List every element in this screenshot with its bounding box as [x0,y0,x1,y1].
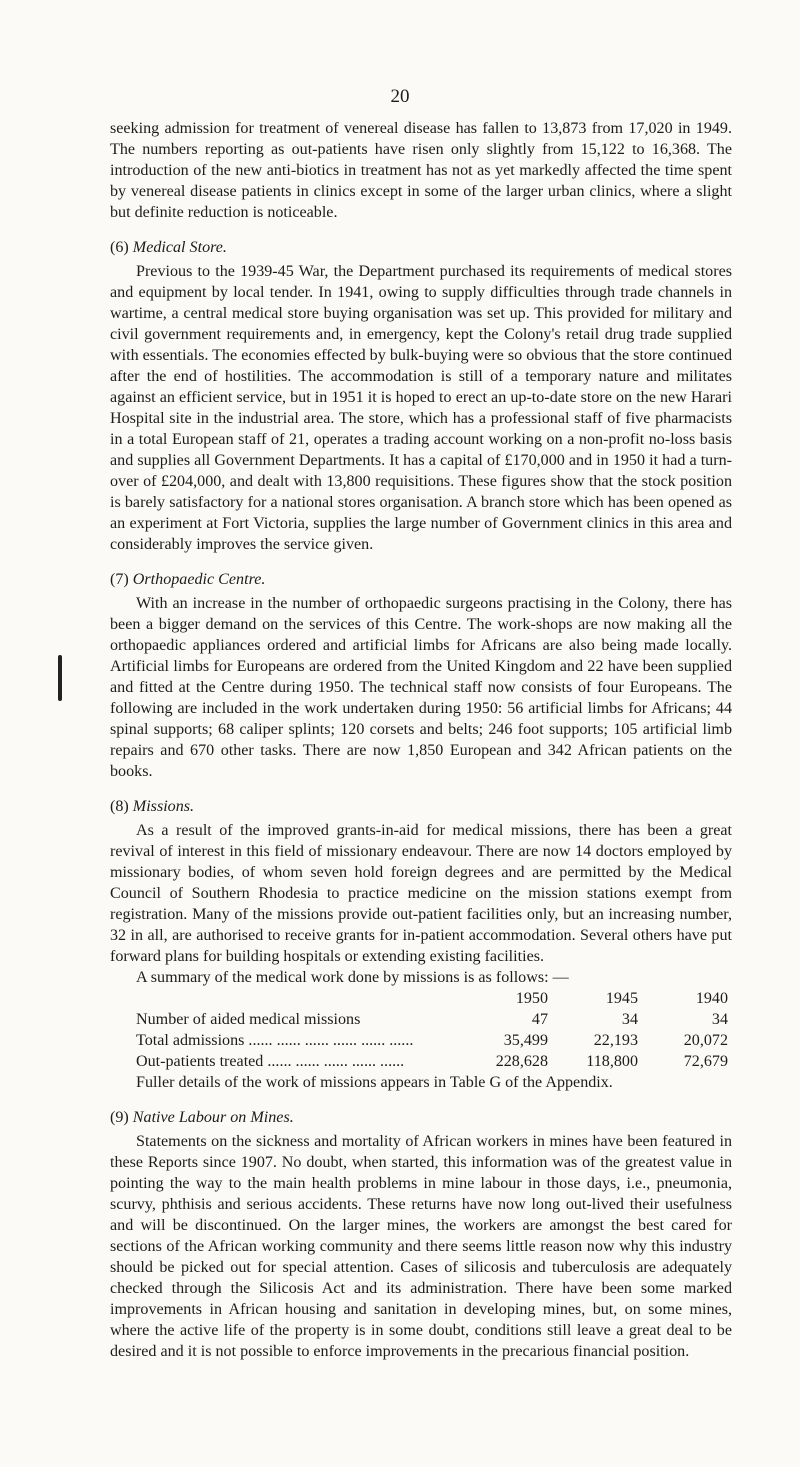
missions-summary-table [136,988,728,1072]
section-title: Orthopaedic Centre. [132,571,266,588]
table-cell: 34 [621,1011,638,1028]
section-heading [110,237,732,258]
section-orthopaedic-centre [110,569,732,782]
section-number: (6) [110,239,129,256]
row-label: Out-patients treated ...... ...... ...... ...... ...... [136,1053,405,1070]
table-cell: 22,193 [593,1032,638,1049]
table-row [136,1009,728,1030]
section-title: Native Labour on Mines. [132,1109,294,1126]
table-row [136,1051,728,1072]
row-label: Total admissions ...... ...... ...... ...... ...... ...... [136,1032,414,1049]
table-header-row [136,988,728,1009]
table-cell: 118,800 [586,1053,638,1070]
table-cell: 228,628 [495,1053,548,1070]
section-number: (9) [110,1109,129,1126]
section-paragraph: Previous to the 1939-45 War, the Department purchased its requirements of medical stores and equipment by local tender. In 1941, owing to supply difficulties through trade channels in wartime, a central medical store buying organisation was set up. This provided for military and civil government requirements and, in emergency, kept the Colony's retail drug trade supplied with essentials. The economies effected by bulk-buying were so obvious that the store continued after the end of hostilities. The accommodation is still of a temporary nature and militates against an efficient service, but in 1951 it is hoped to erect an up-to-date store on the new Harari Hospital site in the industrial area. The store, which has a professional staff of five pharmacists in a total European staff of 21, operates a trading account working on a non-profit no-loss basis and supplies all Government Departments. It has a capital of £170,000 and in 1950 it had a turn-over of £204,000, and dealt with 13,800 requisitions. These figures show that the stock position is barely satisfactory for a national stores organisation. A branch store which has been opened as an experiment at Fort Victoria, supplies the large number of Government clinics in this area and considerably improves the service given. [110,263,732,553]
section-heading [110,796,732,817]
section-title: Medical Store. [132,239,227,256]
section-number: (7) [110,571,129,588]
table-cell: 34 [711,1011,728,1028]
closing-paragraph: Fuller details of the work of missions appears in Table G of the Appendix. [136,1074,613,1091]
table-row [136,1030,728,1051]
summary-intro: A summary of the medical work done by missions is as follows: — [136,969,569,986]
column-header: 1940 [695,990,728,1007]
section-paragraph: As a result of the improved grants-in-aid for medical missions, there has been a great revival of interest in this field of missionary endeavour. There are now 14 doctors employed by missionary bodies, of whom seven hold foreign degrees and are permitted by the Medical Council of Southern Rhodesia to practice medicine on the mission stations exempt from registration. Many of the missions provide out-patient facilities only, but an increasing number, 32 in all, are authorised to receive grants for in-patient accommodation. Several others have put forward plans for building hospitals or extending existing facilities. [110,822,732,965]
section-heading [110,1107,732,1128]
section-heading [110,569,732,590]
section-paragraph: With an increase in the number of orthopaedic surgeons practising in the Colony, there has been a bigger demand on the services of this Centre. The work-shops are now making all the orthopaedic appliances ordered and artificial limbs for Africans are also being made locally. Artificial limbs for Europeans are ordered from the United Kingdom and 22 have been supplied and fitted at the Centre during 1950. The technical staff now consists of four Europeans. The following are included in the work undertaken during 1950: 56 artificial limbs for Africans; 44 spinal supports; 68 caliper splints; 120 corsets and belts; 246 foot supports; 105 artificial limb repairs and 670 other tasks. There are now 1,850 European and 342 African patients on the books. [110,595,732,780]
page-number: 20 [390,86,410,107]
section-number: (8) [110,798,129,815]
section-paragraph: Statements on the sickness and mortality of African workers in mines have been featured in these Reports since 1907. No doubt, when started, this information was of the greatest value in pointing the way to the main health problems in mine labour in those days, i.e., pneumonia, scurvy, phthisis and serious accidents. These returns have now long out-lived their usefulness and will be discontinued. On the larger mines, the workers are amongst the best cared for sections of the African working community and there seems little reason now why this industry should be picked out for special attention. Cases of silicosis and tuberculosis are adequately checked through the Silicosis Act and its administration. There have been some marked improvements in African housing and sanitation in developing mines, but, on some mines, where the active life of the property is in some doubt, conditions still leave a great deal to be desired and it is not possible to enforce improvements in the precarious financial position. [110,1133,732,1360]
table-cell: 20,072 [683,1032,728,1049]
table-cell: 47 [531,1011,548,1028]
margin-mark [58,655,62,701]
column-header: 1950 [515,990,548,1007]
column-header: 1945 [605,990,638,1007]
intro-paragraph: seeking admission for treatment of venereal disease has fallen to 13,873 from 17,020 in 1949. The numbers reporting as out-patients have risen only slightly from 15,122 to 16,368. The introduction of the new anti-biotics in treatment has not as yet markedly affected the time spent by venereal disease patients in clinics except in some of the larger urban clinics, where a slight but definite reduction is noticeable. [110,120,732,221]
page-body [110,118,732,1362]
table-cell: 72,679 [683,1053,728,1070]
section-native-labour [110,1107,732,1362]
table-cell: 35,499 [503,1032,548,1049]
section-title: Missions. [132,798,195,815]
section-missions [110,796,732,1093]
row-label: Number of aided medical missions [136,1011,361,1028]
section-medical-store [110,237,732,555]
